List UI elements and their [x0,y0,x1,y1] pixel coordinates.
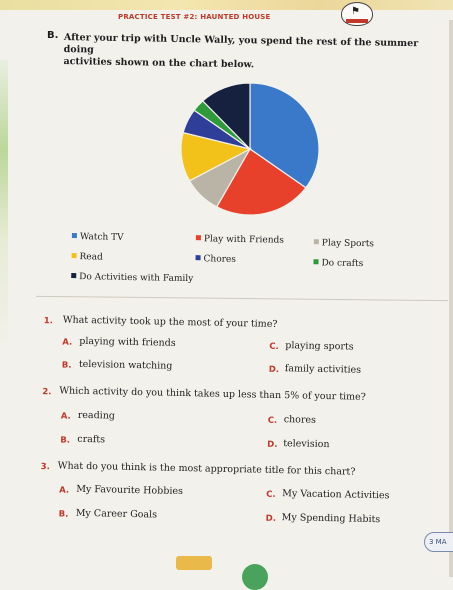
page-badge: 3 MA [424,532,453,552]
question-text: Which activity do you think takes up less than 5% of your time? [59,385,366,403]
legend-label: Watch TV [79,232,124,243]
answer-option[interactable]: television watching [78,358,173,372]
legend-swatch [196,235,201,240]
legend-label: Do crafts [321,258,364,270]
intro-line-1: After your trip with Uncle Wally, you spend the rest of the summer doing [63,32,419,56]
activities-pie-chart [180,82,320,218]
option-letter: C. [267,415,278,426]
legend-swatch [313,259,318,264]
legend-item-do-crafts [313,258,363,269]
answer-option[interactable]: crafts [77,433,106,446]
answer-option[interactable]: playing sports [285,340,354,353]
question-text: What do you think is the most appropriate title for this chart? [57,460,356,478]
footer-circle-icon [242,564,268,590]
option-letter: B. [61,360,72,371]
intro-line-2: activities shown on the chart below. [63,55,255,71]
answer-option[interactable]: family activities [284,363,362,376]
section-intro [63,32,444,75]
legend-item-read [71,252,102,263]
answer-option[interactable]: playing with friends [79,335,176,349]
legend-swatch [196,255,201,260]
question-number: 2. [42,387,52,398]
option-letter: B. [60,435,71,446]
question-number: 1. [43,316,54,327]
option-letter: D. [268,364,280,376]
bat-glyph-icon: ⚑ [351,6,360,17]
answer-option[interactable]: chores [283,414,317,426]
option-letter: C. [269,341,279,353]
option-letter: C. [266,489,276,500]
legend-label: Play Sports [321,238,375,250]
legend-label: Do Activities with Family [79,272,194,285]
option-letter: A. [62,337,73,348]
legend-item-watch-tv [72,232,124,243]
legend-swatch [314,239,319,244]
answer-option[interactable]: My Spending Habits [281,512,381,526]
legend-swatch [71,273,76,278]
legend-label: Read [79,252,103,263]
page-header-title: PRACTICE TEST #2: HAUNTED HOUSE [118,13,271,21]
legend-swatch [72,233,77,238]
answer-option[interactable]: television [283,438,330,451]
answer-option[interactable]: My Career Goals [75,507,158,521]
legend-item-chores [195,254,236,265]
legend-label: Chores [203,254,236,265]
legend-item-play-with-friends [196,234,284,246]
question-text: What activity took up the most of your time? [62,314,278,330]
legend-label: Play with Friends [203,234,284,246]
legend-swatch [72,253,77,258]
option-letter: B. [58,509,69,520]
section-divider [36,296,448,301]
section-letter: B. [47,30,59,41]
chart-legend [71,232,392,290]
legend-item-play-sports [314,238,374,249]
question-number: 3. [40,462,50,473]
footer-logo [176,556,212,570]
answer-option[interactable]: My Vacation Activities [282,488,390,502]
option-letter: A. [60,411,71,422]
option-letter: D. [267,439,278,451]
option-letter: D. [265,513,277,524]
answer-option[interactable]: reading [77,409,116,422]
answer-option[interactable]: My Favourite Hobbies [76,483,184,498]
legend-item-family [71,272,193,284]
option-letter: A. [59,485,70,496]
